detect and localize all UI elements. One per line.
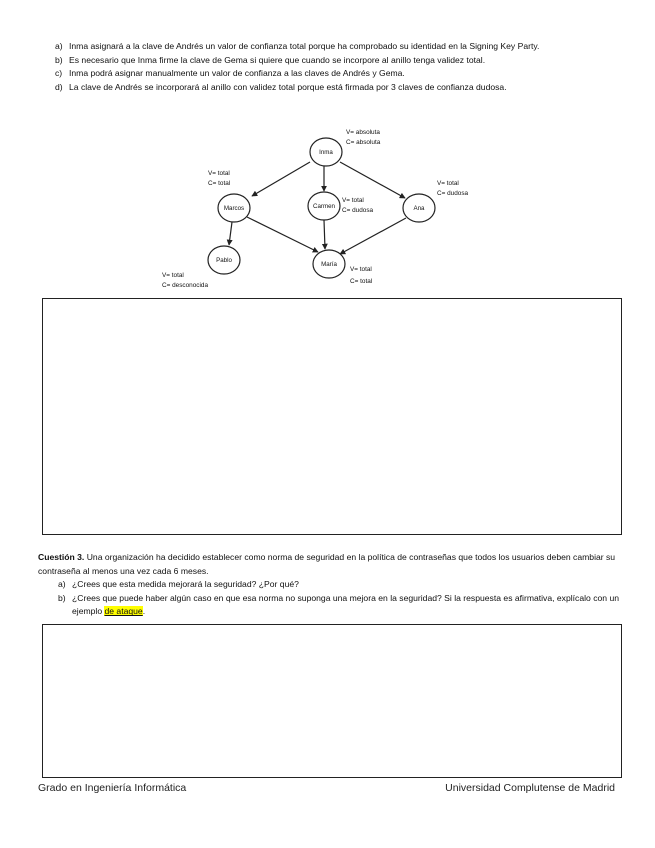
node-label-maria: María: [321, 261, 337, 268]
trust-label-maria-c: C= total: [350, 278, 373, 285]
node-label-inma: Inma: [319, 149, 333, 156]
option-letter: a): [55, 41, 63, 51]
trust-label-maria-v: V= total: [350, 266, 372, 273]
item-text: ¿Crees que puede haber algún caso en que esa norma no suponga una mejora en la seguridad? Si la respuesta es afirmativa, explícalo con un ejemplo: [72, 592, 620, 617]
edge-marcos-pablo: [229, 222, 232, 245]
footer-left: Grado en Ingeniería Informática: [38, 782, 187, 794]
item-letter: a): [58, 579, 66, 590]
question-3-heading: Cuestión 3.: [38, 552, 85, 562]
option-text: Inma asignará a la clave de Andrés un valor de confianza total porque ha comprobado su identidad en la Signing Key Party.: [69, 41, 540, 51]
trust-label-carmen-c: C= dudosa: [342, 207, 374, 214]
answer-box[interactable]: [42, 298, 622, 535]
option-c: [55, 67, 625, 81]
trust-label-inma-c: C= absoluta: [346, 139, 381, 146]
trust-label-carmen-v: V= total: [342, 197, 364, 204]
node-label-ana: Ana: [413, 205, 425, 212]
option-b: [55, 54, 625, 68]
highlighted-text: de ataque: [104, 606, 143, 617]
node-label-marcos: Marcos: [223, 205, 245, 212]
answer-box[interactable]: [42, 624, 622, 778]
footer-right: Universidad Complutense de Madrid: [445, 782, 615, 794]
option-letter: c): [55, 68, 63, 79]
trust-graph: [140, 122, 470, 297]
edge-carmen-maria: [324, 220, 325, 249]
edge-inma-ana: [340, 162, 405, 198]
option-text: La clave de Andrés se incorporará al anillo con validez total porque está firmada por 3 claves de confianza dudosa.: [69, 81, 507, 92]
trust-label-marcos-c: C= total: [208, 180, 231, 187]
item-letter: b): [58, 592, 66, 603]
edge-ana-maria: [340, 218, 406, 254]
option-d: [55, 81, 625, 95]
option-a: [55, 40, 625, 54]
question-3-item-a: [38, 578, 624, 592]
node-label-carmen: Carmen: [312, 203, 336, 210]
answer-options: [55, 40, 625, 94]
trust-label-pablo-v: V= total: [162, 272, 184, 279]
question-3-statement: [38, 551, 624, 578]
question-3: [38, 551, 624, 619]
edge-marcos-maria: [247, 217, 318, 252]
option-letter: d): [55, 81, 63, 92]
option-letter: b): [55, 54, 63, 65]
trust-label-ana-v: V= total: [437, 180, 459, 187]
edge-inma-marcos: [252, 162, 310, 196]
trust-label-pablo-c: C= desconocida: [162, 282, 209, 289]
trust-label-ana-c: C= dudosa: [437, 190, 469, 197]
trust-label-inma-v: V= absoluta: [346, 129, 380, 136]
item-text-end: .: [142, 606, 146, 617]
option-text: Es necesario que Inma firme la clave de Gema si quiere que cuando se incorpore al anillo tenga validez total.: [69, 54, 486, 65]
option-text: Inma podrá asignar manualmente un valor de confianza a las claves de Andrés y Gema.: [69, 68, 405, 79]
question-3-item-b: [38, 592, 624, 619]
trust-label-marcos-v: V= total: [208, 170, 230, 177]
question-3-text: Una organización ha decidido establecer como norma de seguridad en la política de contraseñas que todos los usuarios deben cambiar su contraseña al menos una vez cada 6 meses.: [38, 552, 616, 576]
item-text: ¿Crees que esta medida mejorará la seguridad? ¿Por qué?: [72, 579, 299, 590]
node-label-pablo: Pablo: [216, 257, 232, 264]
